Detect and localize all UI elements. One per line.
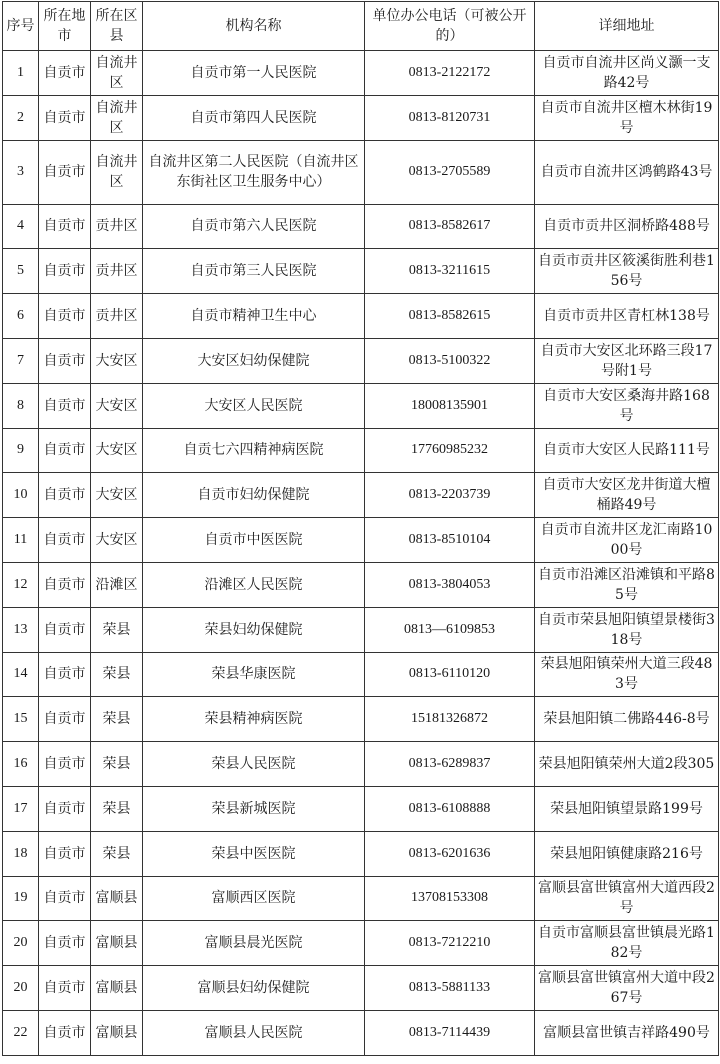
table-row xyxy=(3,697,719,742)
phone-cell: 0813-7114439 xyxy=(365,1010,535,1055)
phone-cell: 0813-8120731 xyxy=(365,95,535,140)
table-row xyxy=(3,338,719,383)
phone-cell: 0813-3804053 xyxy=(365,562,535,607)
header-city: 所在地市 xyxy=(39,2,91,51)
seq-cell: 4 xyxy=(3,204,39,249)
district-cell: 贡井区 xyxy=(91,249,143,294)
address-cell: 自贡市大安区人民路111号 xyxy=(535,428,719,473)
phone-cell: 0813-2122172 xyxy=(365,51,535,96)
seq-cell: 7 xyxy=(3,338,39,383)
phone-cell: 17760985232 xyxy=(365,428,535,473)
seq-cell: 1 xyxy=(3,51,39,96)
header-name: 机构名称 xyxy=(143,2,365,51)
seq-cell: 19 xyxy=(3,876,39,921)
table-row xyxy=(3,562,719,607)
seq-cell: 13 xyxy=(3,607,39,652)
district-cell: 自流井区 xyxy=(91,95,143,140)
city-cell: 自贡市 xyxy=(39,51,91,96)
seq-cell: 10 xyxy=(3,473,39,518)
table-row xyxy=(3,876,719,921)
seq-cell: 8 xyxy=(3,383,39,428)
name-cell: 自贡市第三人民医院 xyxy=(143,249,365,294)
table-row xyxy=(3,518,719,563)
phone-cell: 0813-2705589 xyxy=(365,140,535,204)
table-row xyxy=(3,95,719,140)
table-row xyxy=(3,966,719,1011)
city-cell: 自贡市 xyxy=(39,95,91,140)
city-cell: 自贡市 xyxy=(39,607,91,652)
name-cell: 自流井区第二人民医院（自流井区东街社区卫生服务中心） xyxy=(143,140,365,204)
phone-cell: 13708153308 xyxy=(365,876,535,921)
table-row xyxy=(3,140,719,204)
hospital-table xyxy=(2,1,719,1056)
name-cell: 富顺西区医院 xyxy=(143,876,365,921)
address-cell: 自贡市贡井区筱溪街胜利巷156号 xyxy=(535,249,719,294)
district-cell: 贡井区 xyxy=(91,204,143,249)
district-cell: 荣县 xyxy=(91,831,143,876)
table-body xyxy=(3,51,719,1056)
district-cell: 富顺县 xyxy=(91,966,143,1011)
seq-cell: 12 xyxy=(3,562,39,607)
city-cell: 自贡市 xyxy=(39,428,91,473)
city-cell: 自贡市 xyxy=(39,294,91,339)
phone-cell: 0813-6289837 xyxy=(365,742,535,787)
address-cell: 富顺县富世镇富州大道西段2号 xyxy=(535,876,719,921)
name-cell: 大安区人民医院 xyxy=(143,383,365,428)
phone-cell: 0813-6110120 xyxy=(365,652,535,697)
phone-cell: 0813—6109853 xyxy=(365,607,535,652)
address-cell: 自贡市沿滩区沿滩镇和平路85号 xyxy=(535,562,719,607)
address-cell: 自贡市自流井区檀木林街19号 xyxy=(535,95,719,140)
address-cell: 自贡市贡井区洞桥路488号 xyxy=(535,204,719,249)
city-cell: 自贡市 xyxy=(39,742,91,787)
district-cell: 富顺县 xyxy=(91,876,143,921)
seq-cell: 22 xyxy=(3,1010,39,1055)
table-row xyxy=(3,786,719,831)
address-cell: 自贡市自流井区尚义灏一支路42号 xyxy=(535,51,719,96)
name-cell: 自贡市中医医院 xyxy=(143,518,365,563)
phone-cell: 0813-8582617 xyxy=(365,204,535,249)
address-cell: 自贡市富顺县富世镇晨光路182号 xyxy=(535,921,719,966)
phone-cell: 15181326872 xyxy=(365,697,535,742)
name-cell: 自贡市精神卫生中心 xyxy=(143,294,365,339)
table-row xyxy=(3,383,719,428)
name-cell: 荣县精神病医院 xyxy=(143,697,365,742)
city-cell: 自贡市 xyxy=(39,338,91,383)
seq-cell: 11 xyxy=(3,518,39,563)
phone-cell: 0813-6108888 xyxy=(365,786,535,831)
district-cell: 大安区 xyxy=(91,338,143,383)
name-cell: 自贡市第六人民医院 xyxy=(143,204,365,249)
city-cell: 自贡市 xyxy=(39,562,91,607)
district-cell: 大安区 xyxy=(91,473,143,518)
table-row xyxy=(3,473,719,518)
table-row xyxy=(3,742,719,787)
district-cell: 大安区 xyxy=(91,428,143,473)
city-cell: 自贡市 xyxy=(39,966,91,1011)
seq-cell: 16 xyxy=(3,742,39,787)
name-cell: 荣县妇幼保健院 xyxy=(143,607,365,652)
name-cell: 富顺县妇幼保健院 xyxy=(143,966,365,1011)
district-cell: 自流井区 xyxy=(91,51,143,96)
district-cell: 贡井区 xyxy=(91,294,143,339)
city-cell: 自贡市 xyxy=(39,876,91,921)
seq-cell: 9 xyxy=(3,428,39,473)
table-header xyxy=(3,2,719,51)
header-district: 所在区县 xyxy=(91,2,143,51)
district-cell: 富顺县 xyxy=(91,921,143,966)
city-cell: 自贡市 xyxy=(39,249,91,294)
seq-cell: 15 xyxy=(3,697,39,742)
phone-cell: 0813-8510104 xyxy=(365,518,535,563)
seq-cell: 20 xyxy=(3,966,39,1011)
name-cell: 自贡市妇幼保健院 xyxy=(143,473,365,518)
phone-cell: 0813-8582615 xyxy=(365,294,535,339)
district-cell: 荣县 xyxy=(91,697,143,742)
city-cell: 自贡市 xyxy=(39,383,91,428)
city-cell: 自贡市 xyxy=(39,204,91,249)
phone-cell: 0813-3211615 xyxy=(365,249,535,294)
table-row xyxy=(3,607,719,652)
phone-cell: 0813-5881133 xyxy=(365,966,535,1011)
name-cell: 大安区妇幼保健院 xyxy=(143,338,365,383)
address-cell: 自贡市贡井区青杠林138号 xyxy=(535,294,719,339)
seq-cell: 14 xyxy=(3,652,39,697)
seq-cell: 3 xyxy=(3,140,39,204)
district-cell: 荣县 xyxy=(91,607,143,652)
address-cell: 自贡市荣县旭阳镇望景楼街318号 xyxy=(535,607,719,652)
district-cell: 荣县 xyxy=(91,786,143,831)
table-row xyxy=(3,831,719,876)
seq-cell: 17 xyxy=(3,786,39,831)
city-cell: 自贡市 xyxy=(39,473,91,518)
city-cell: 自贡市 xyxy=(39,831,91,876)
header-row xyxy=(3,2,719,51)
name-cell: 荣县人民医院 xyxy=(143,742,365,787)
city-cell: 自贡市 xyxy=(39,518,91,563)
city-cell: 自贡市 xyxy=(39,921,91,966)
name-cell: 沿滩区人民医院 xyxy=(143,562,365,607)
address-cell: 荣县旭阳镇荣州大道2段305 xyxy=(535,742,719,787)
name-cell: 自贡市第四人民医院 xyxy=(143,95,365,140)
address-cell: 自贡市大安区桑海井路168号 xyxy=(535,383,719,428)
table-row xyxy=(3,1010,719,1055)
table-row xyxy=(3,921,719,966)
seq-cell: 2 xyxy=(3,95,39,140)
table-row xyxy=(3,249,719,294)
name-cell: 富顺县晨光医院 xyxy=(143,921,365,966)
district-cell: 自流井区 xyxy=(91,140,143,204)
district-cell: 荣县 xyxy=(91,652,143,697)
district-cell: 大安区 xyxy=(91,383,143,428)
phone-cell: 0813-6201636 xyxy=(365,831,535,876)
name-cell: 自贡七六四精神病医院 xyxy=(143,428,365,473)
district-cell: 大安区 xyxy=(91,518,143,563)
table-row xyxy=(3,51,719,96)
city-cell: 自贡市 xyxy=(39,697,91,742)
name-cell: 自贡市第一人民医院 xyxy=(143,51,365,96)
city-cell: 自贡市 xyxy=(39,652,91,697)
name-cell: 荣县中医医院 xyxy=(143,831,365,876)
city-cell: 自贡市 xyxy=(39,140,91,204)
address-cell: 富顺县富世镇吉祥路490号 xyxy=(535,1010,719,1055)
table-row xyxy=(3,428,719,473)
address-cell: 荣县旭阳镇健康路216号 xyxy=(535,831,719,876)
phone-cell: 18008135901 xyxy=(365,383,535,428)
district-cell: 沿滩区 xyxy=(91,562,143,607)
table-row xyxy=(3,204,719,249)
address-cell: 自贡市大安区龙井街道大檀桶路49号 xyxy=(535,473,719,518)
header-seq: 序号 xyxy=(3,2,39,51)
name-cell: 富顺县人民医院 xyxy=(143,1010,365,1055)
phone-cell: 0813-2203739 xyxy=(365,473,535,518)
seq-cell: 18 xyxy=(3,831,39,876)
phone-cell: 0813-5100322 xyxy=(365,338,535,383)
seq-cell: 20 xyxy=(3,921,39,966)
table-row xyxy=(3,294,719,339)
phone-cell: 0813-7212210 xyxy=(365,921,535,966)
name-cell: 荣县新城医院 xyxy=(143,786,365,831)
district-cell: 荣县 xyxy=(91,742,143,787)
address-cell: 自贡市自流井区鸿鹤路43号 xyxy=(535,140,719,204)
address-cell: 自贡市大安区北环路三段17号附1号 xyxy=(535,338,719,383)
seq-cell: 6 xyxy=(3,294,39,339)
city-cell: 自贡市 xyxy=(39,786,91,831)
address-cell: 荣县旭阳镇望景路199号 xyxy=(535,786,719,831)
address-cell: 荣县旭阳镇荣州大道三段483号 xyxy=(535,652,719,697)
address-cell: 富顺县富世镇富州大道中段267号 xyxy=(535,966,719,1011)
table-row xyxy=(3,652,719,697)
address-cell: 自贡市自流井区龙汇南路1000号 xyxy=(535,518,719,563)
address-cell: 荣县旭阳镇二佛路446-8号 xyxy=(535,697,719,742)
header-phone: 单位办公电话（可被公开的） xyxy=(365,2,535,51)
seq-cell: 5 xyxy=(3,249,39,294)
district-cell: 富顺县 xyxy=(91,1010,143,1055)
header-address: 详细地址 xyxy=(535,2,719,51)
name-cell: 荣县华康医院 xyxy=(143,652,365,697)
city-cell: 自贡市 xyxy=(39,1010,91,1055)
